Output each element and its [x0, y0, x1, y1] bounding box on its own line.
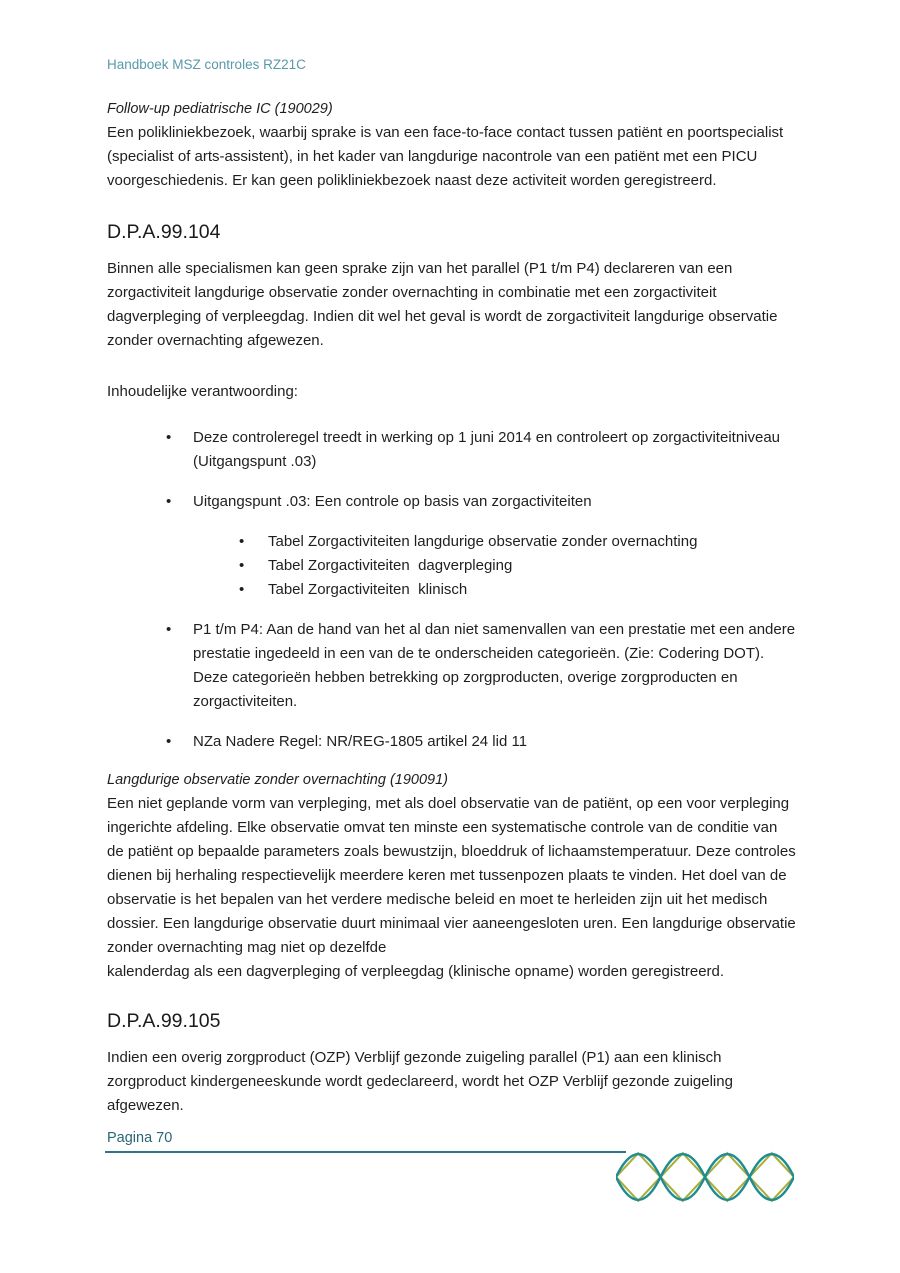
list-item: • Deze controleregel treedt in werking op 1 juni 2014 en controleert op zorgactiviteitniveau (Uitgangspunt .03)	[107, 426, 797, 474]
list-item: • Tabel Zorgactiviteiten langdurige observatie zonder overnachting	[107, 530, 797, 554]
bullet-list-verantwoording-vervolg	[107, 618, 800, 754]
section-heading-langdurige-observatie: Langdurige observatie zonder overnachting (190091)	[107, 772, 448, 788]
heading-dpa-99-104: D.P.A.99.104	[107, 221, 221, 243]
list-item: • Tabel Zorgactiviteiten dagverpleging	[107, 554, 797, 578]
paragraph-langdurige-observatie-vervolg: kalenderdag als een dagverpleging of verpleegdag (klinische opname) worden geregistreerd.	[107, 963, 725, 980]
label-inhoudelijke-verantwoording: Inhoudelijke verantwoording:	[107, 383, 298, 400]
paragraph-followup: Een polikliniekbezoek, waarbij sprake is van een face-to-face contact tussen patiënt en poortspecialist (specialist of arts-assistent), in het kader van langdurige nacontrole van een patiënt met een PICU voorgeschiedenis. Er kan geen polikliniekbezoek naast deze activiteit worden geregistreerd.	[107, 124, 784, 189]
organization-logo-icon	[616, 1150, 794, 1204]
paragraph-langdurige-observatie: Een niet geplande vorm van verpleging, met als doel observatie van de patiënt, op een voor verpleging ingerichte afdeling. Elke observatie omvat ten minste een systematische controle van de conditie van de patiënt op bepaalde parameters zoals bewustzijn, bloeddruk of lichaamstemperatuur. Deze controles dienen bij herhaling respectievelijk meerdere keren met tussenpozen plaats te vinden. Het doel van de observatie is het bepalen van het verdere medische beleid en moet te herleiden zijn uit het medisch dossier. Een langdurige observatie duurt minimaal vier aaneengesloten uren. Een langdurige observatie zonder overnachting mag niet op dezelfde	[107, 795, 796, 956]
page-number: Pagina 70	[107, 1130, 173, 1146]
heading-dpa-99-105: D.P.A.99.105	[107, 1010, 221, 1032]
list-item: • NZa Nadere Regel: NR/REG-1805 artikel 24 lid 11	[107, 730, 797, 754]
section-heading-followup-pediatrische-ic: Follow-up pediatrische IC (190029)	[107, 101, 333, 117]
list-item: • Uitgangspunt .03: Een controle op basis van zorgactiviteiten	[107, 490, 797, 514]
running-header: Handboek MSZ controles RZ21C	[107, 57, 306, 72]
document-content	[107, 57, 800, 1118]
paragraph-dpa-99-105: Indien een overig zorgproduct (OZP) Verblijf gezonde zuigeling parallel (P1) aan een klinisch zorgproduct kindergeneeskunde wordt gedeclareerd, wordt het OZP Verblijf gezonde zuigeling afgewezen.	[107, 1049, 733, 1114]
bullet-list-verantwoording	[107, 426, 797, 514]
list-item: • Tabel Zorgactiviteiten klinisch	[107, 578, 797, 602]
footer-divider-line	[105, 1151, 626, 1153]
paragraph-dpa-99-104: Binnen alle specialismen kan geen sprake zijn van het parallel (P1 t/m P4) declareren van een zorgactiviteit langdurige observatie zonder overnachting in combinatie met een zorgactiviteit dagverpleging of verpleegdag. Indien dit wel het geval is wordt de zorgactiviteit langdurige observatie zonder overnachting afgewezen.	[107, 260, 778, 349]
bullet-sublist-tabellen	[107, 530, 797, 602]
list-item: • P1 t/m P4: Aan de hand van het al dan niet samenvallen van een prestatie met een andere prestatie ingedeeld in een van de te onderscheiden categorieën. (Zie: Codering DOT). Deze categorieën hebben betrekking op zorgproducten, overige zorgproducten en zorgactiviteiten.	[107, 618, 797, 714]
